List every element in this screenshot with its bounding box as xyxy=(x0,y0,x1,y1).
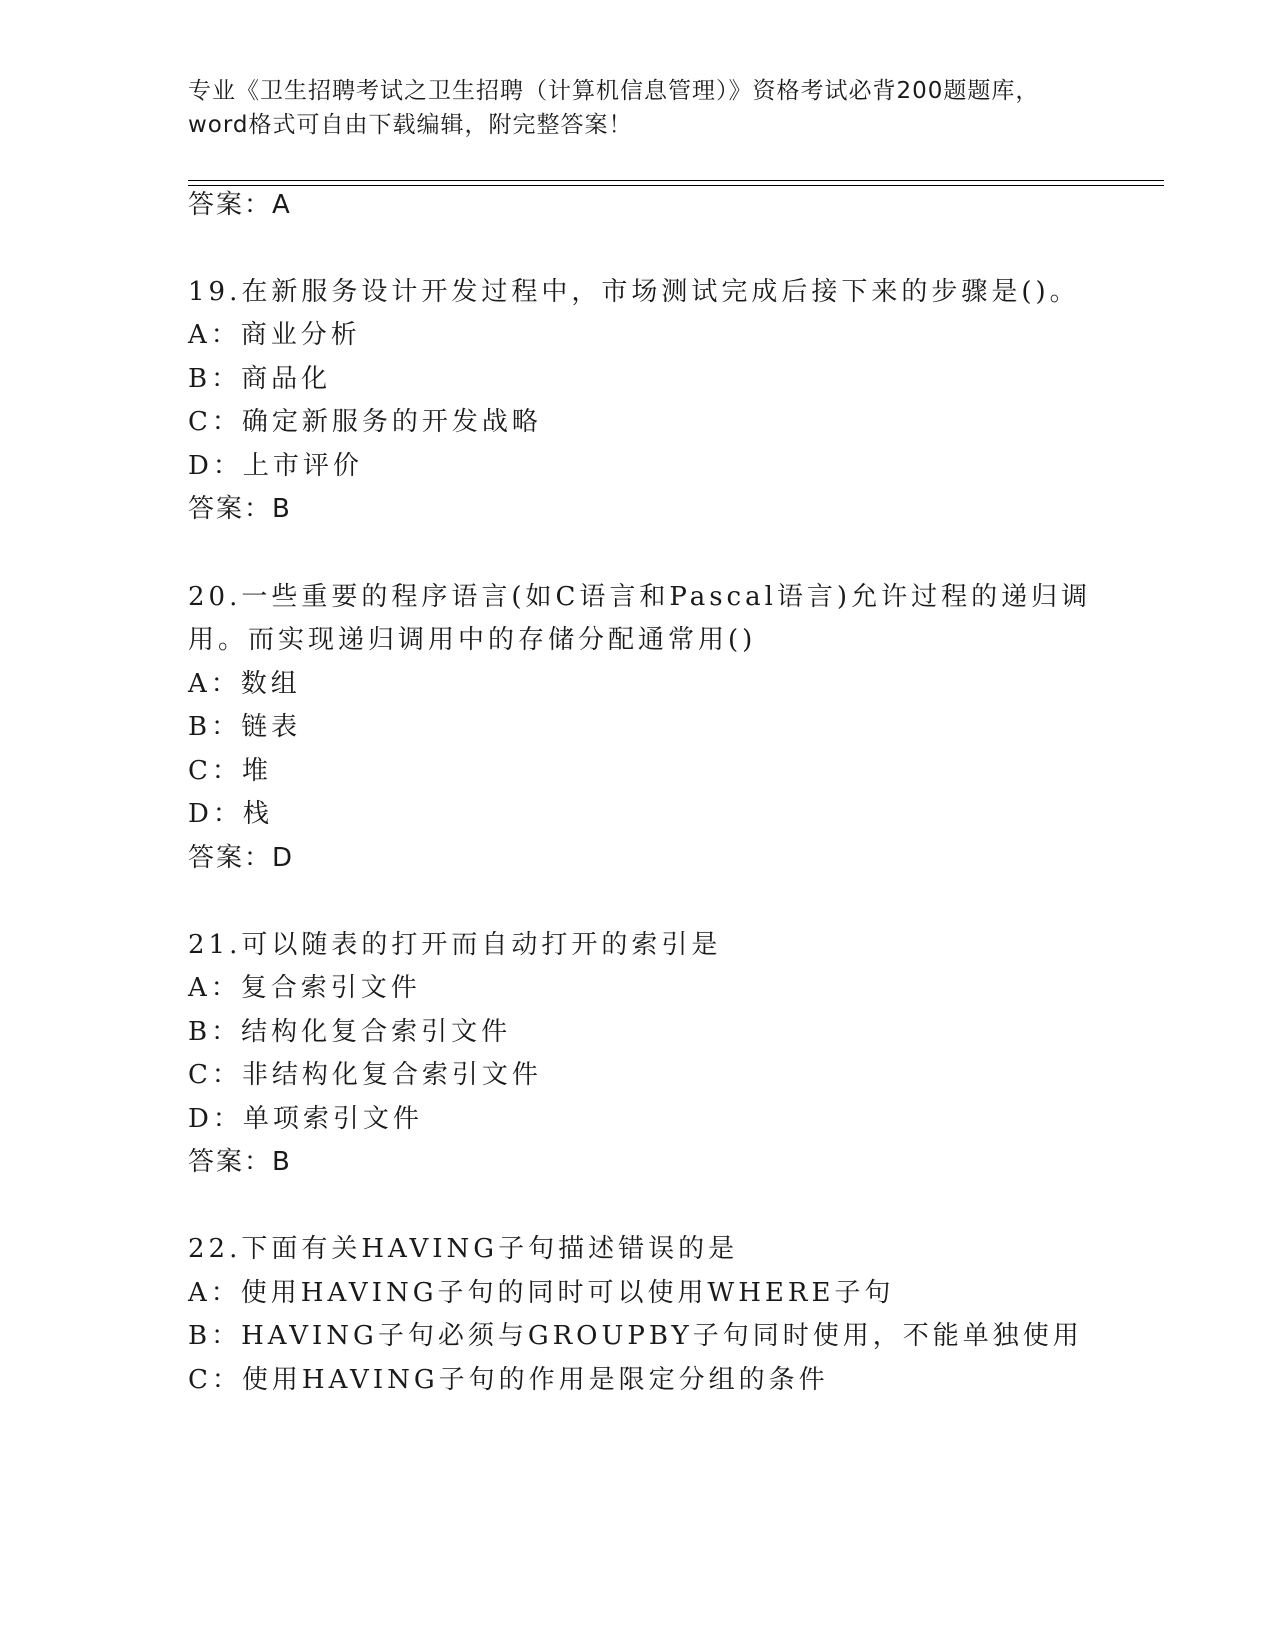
question-19-text: 19.在新服务设计开发过程中，市场测试完成后接下来的步骤是()。 xyxy=(188,277,1080,307)
question-20-text-line-2: 用。而实现递归调用中的存储分配通常用() xyxy=(188,625,757,655)
question-19-option-c: C：确定新服务的开发战略 xyxy=(188,407,542,437)
question-20-answer: 答案：D xyxy=(188,843,295,873)
question-22-option-b: B：HAVING子句必须与GROUPBY子句同时使用，不能单独使用 xyxy=(188,1321,1083,1351)
question-20-option-b: B：链表 xyxy=(188,712,302,742)
question-20-option-a: A：数组 xyxy=(188,669,301,699)
question-22-option-a: A：使用HAVING子句的同时可以使用WHERE子句 xyxy=(188,1278,895,1308)
header-divider-bottom xyxy=(188,185,1164,186)
header-line-2: word格式可自由下载编辑，附完整答案！ xyxy=(188,112,633,138)
answer-previous: 答案：A xyxy=(188,190,292,220)
question-21-option-a: A：复合索引文件 xyxy=(188,973,421,1003)
question-21-answer: 答案：B xyxy=(188,1147,292,1177)
question-21-option-d: D：单项索引文件 xyxy=(188,1104,423,1134)
header-divider-top xyxy=(188,180,1164,181)
question-22-option-c: C：使用HAVING子句的作用是限定分组的条件 xyxy=(188,1365,829,1395)
question-21-text: 21.可以随表的打开而自动打开的索引是 xyxy=(188,930,722,960)
question-21-option-c: C：非结构化复合索引文件 xyxy=(188,1060,542,1090)
question-21-option-b: B：结构化复合索引文件 xyxy=(188,1017,512,1047)
question-22-text: 22.下面有关HAVING子句描述错误的是 xyxy=(188,1234,739,1264)
question-20-option-d: D：栈 xyxy=(188,799,273,829)
question-19-option-a: A：商业分析 xyxy=(188,320,361,350)
question-19-option-d: D：上市评价 xyxy=(188,451,363,481)
question-19-option-b: B：商品化 xyxy=(188,364,332,394)
question-20-text-line-1: 20.一些重要的程序语言(如C语言和Pascal语言)允许过程的递归调 xyxy=(188,582,1092,612)
header-line-1: 专业《卫生招聘考试之卫生招聘（计算机信息管理）》资格考试必背200题题库， xyxy=(188,78,1040,104)
question-19-answer: 答案：B xyxy=(188,494,292,524)
question-20-option-c: C：堆 xyxy=(188,756,272,786)
document-header xyxy=(188,74,1088,142)
